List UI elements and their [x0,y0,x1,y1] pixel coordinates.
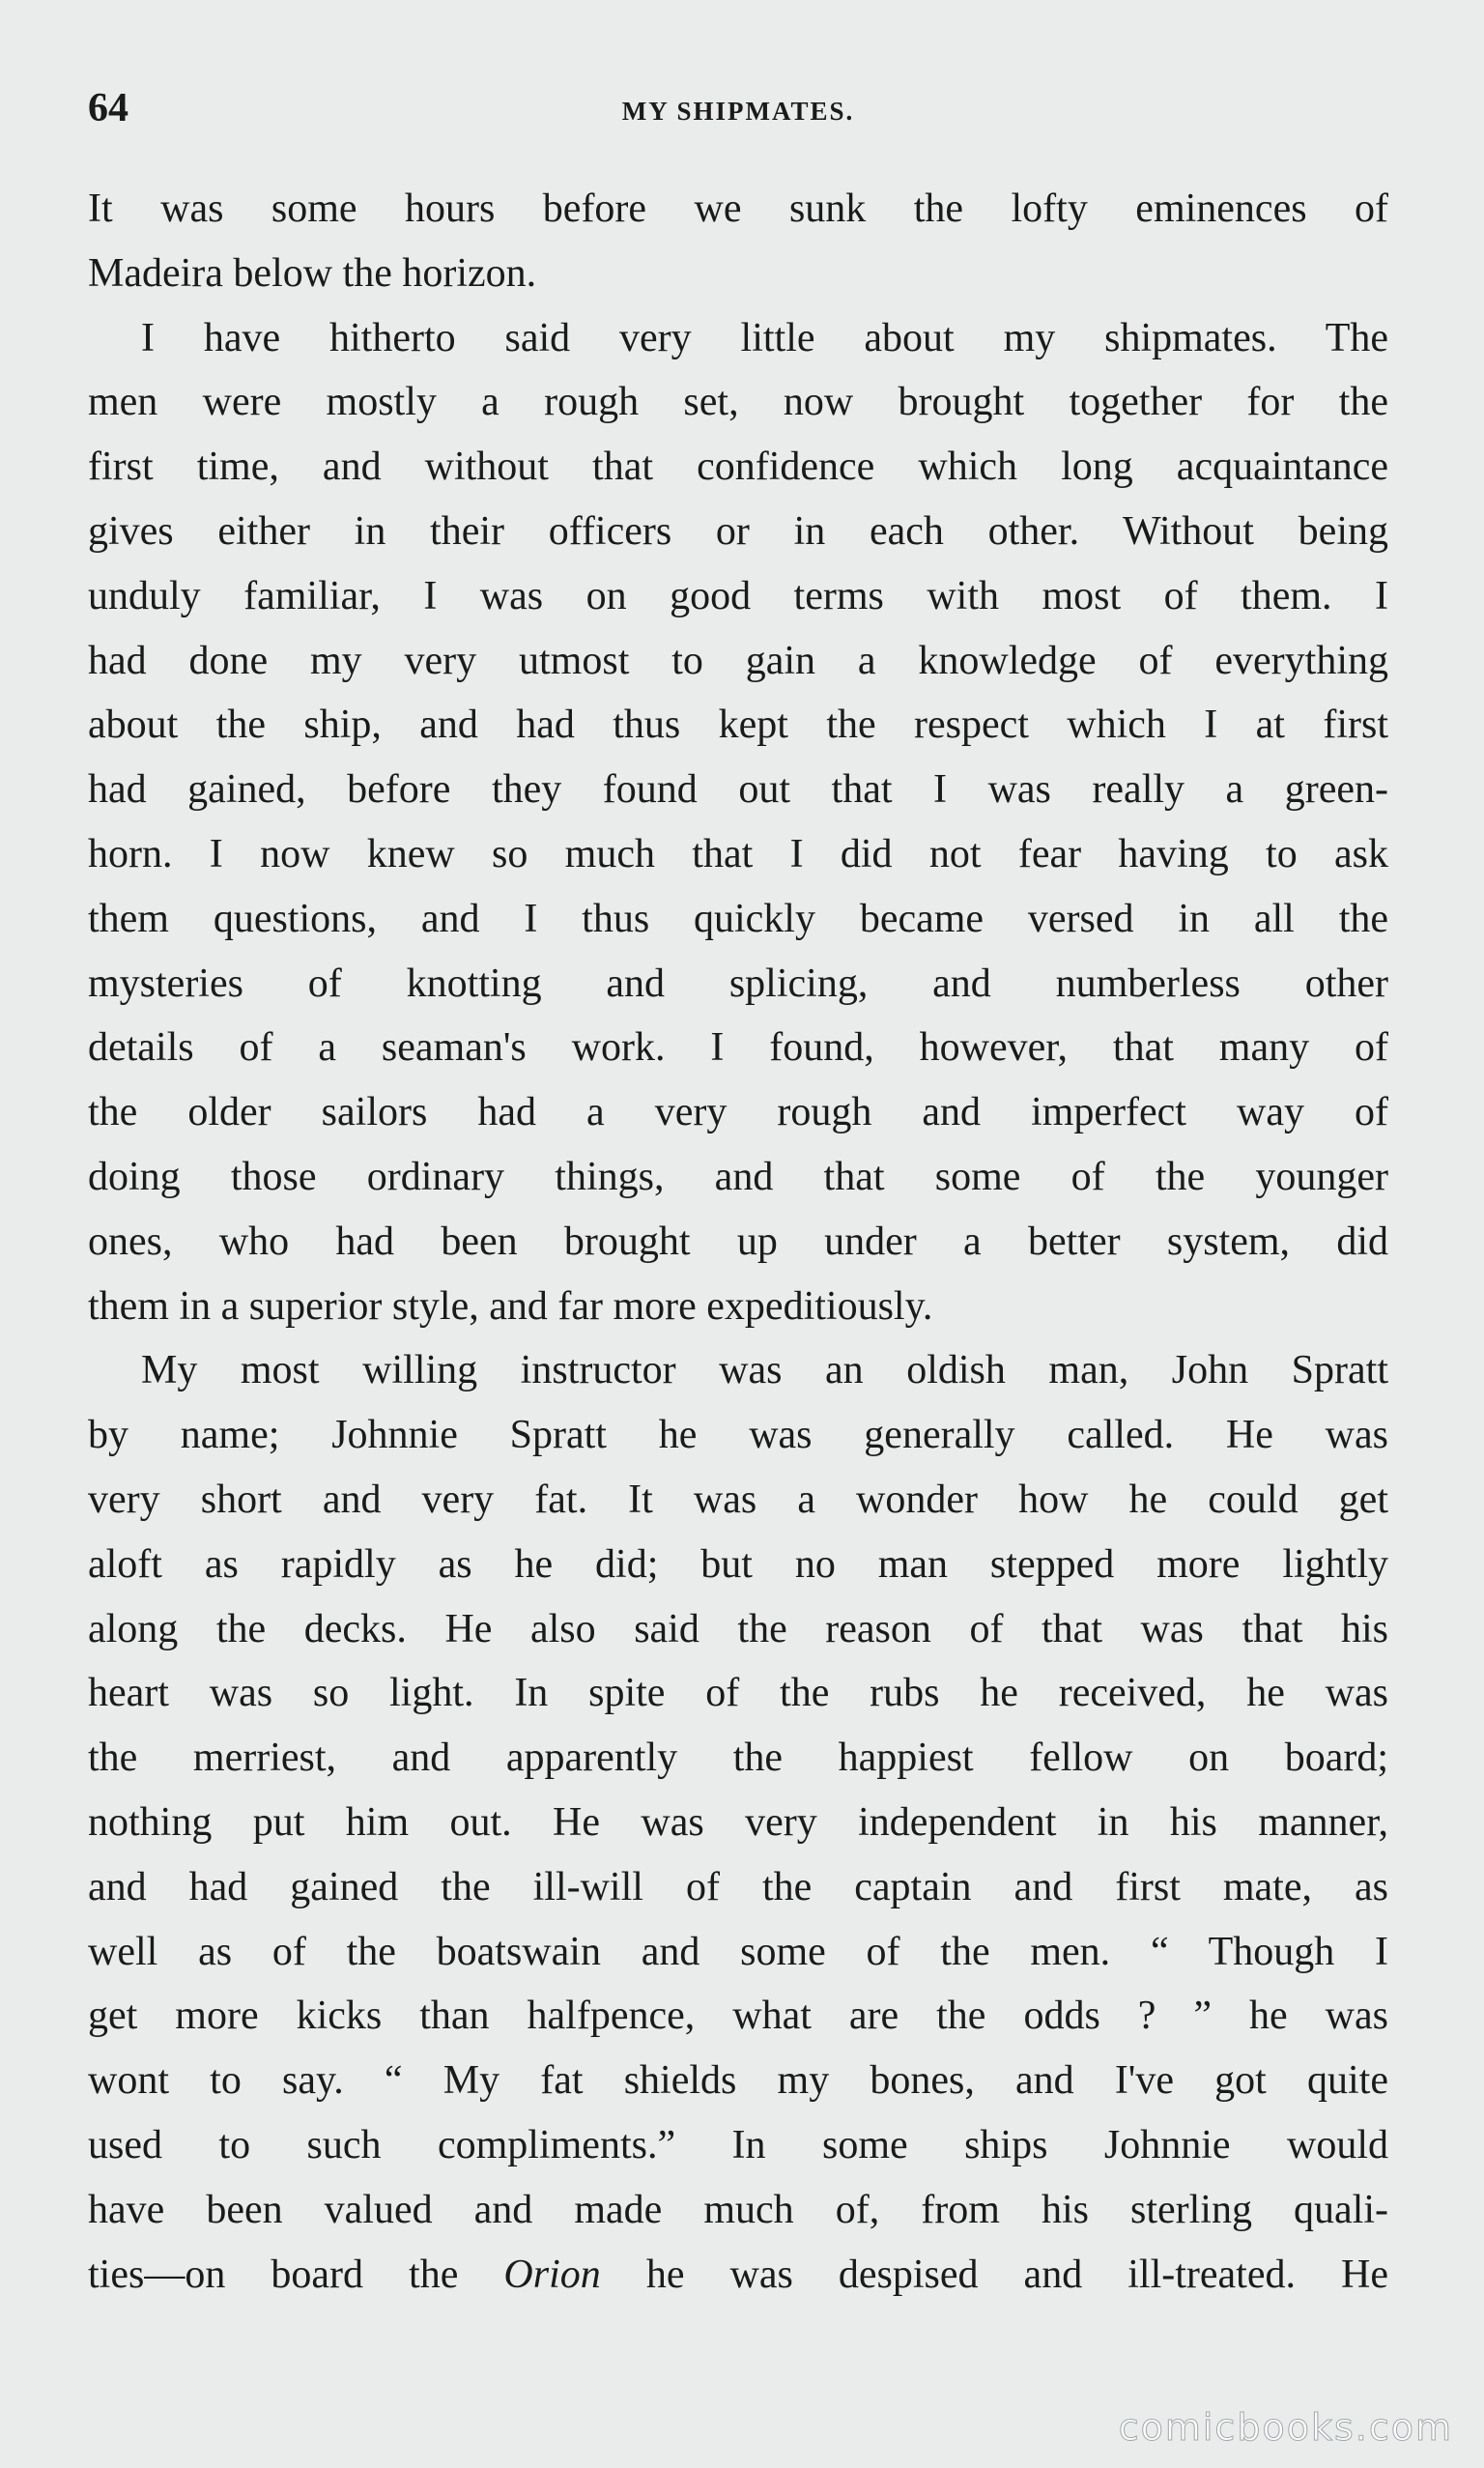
text-line: and had gained the ill-will of the captain and first mate, as [88,1864,1388,1909]
page-number: 64 [88,86,128,130]
text-line: them questions, and I thus quickly became versed in all the [88,896,1388,941]
text-line: ones, who had been brought up under a better system, did [88,1219,1388,1264]
text-line: have been valued and made much of, from his sterling quali- [88,2187,1388,2232]
text-line [88,2243,1388,2308]
text-line: doing those ordinary things, and that some of the younger [88,1154,1388,1199]
text-line: about the ship, and had thus kept the respect which I at first [88,703,1388,748]
text-line: the older sailors had a very rough and imperfect way of [88,1090,1388,1135]
text-line: It was some hours before we sunk the lofty eminences of [88,187,1388,231]
text-line: had done my very utmost to gain a knowledge of everything [88,638,1388,683]
text-line: horn. I now knew so much that I did not fear having to ask [88,831,1388,876]
text-line: get more kicks than halfpence, what are the odds ? ” he was [88,1994,1388,2039]
text-line: aloft as rapidly as he did; but no man stepped more lightly [88,1541,1388,1587]
text-line: very short and very fat. It was a wonder how he could get [88,1477,1388,1522]
text-line: unduly familiar, I was on good terms with most of them. I [88,573,1388,618]
running-head [88,85,1388,143]
text-fragment: ties—on board the [88,2252,459,2297]
text-line: mysteries of knotting and splicing, and numberless other [88,961,1388,1006]
watermark-logo: comicbooks.com [1118,2406,1453,2449]
text-line: My most willing instructor was an oldish man, John Spratt [141,1348,1388,1393]
ship-name: Orion [503,2252,601,2297]
running-title: MY SHIPMATES. [621,97,855,126]
text-line: wont to say. “ My fat shields my bones, and I've got quite [88,2058,1388,2104]
text-line: nothing put him out. He was very independent in his manner, [88,1799,1388,1845]
text-line: well as of the boatswain and some of the men. “ Though I [88,1929,1388,1974]
body-text [88,177,1388,2307]
text-line: had gained, before they found out that I was really a green- [88,767,1388,813]
text-line: first time, and without that confidence which long acquaintance [88,445,1388,490]
text-line: used to such compliments.” In some ships Johnnie would [88,2122,1388,2167]
text-line: men were mostly a rough set, now brought together for the [88,380,1388,425]
text-line: the merriest, and apparently the happiest fellow on board; [88,1736,1388,1781]
text-line: by name; Johnnie Spratt he was generally called. He was [88,1413,1388,1458]
text-fragment: he was despised and ill-treated. He [645,2252,1388,2297]
text-line: along the decks. He also said the reason of that was that his [88,1606,1388,1651]
text-line: Madeira below the horizon. [88,250,537,296]
text-line: I have hitherto said very little about my shipmates. The [141,315,1388,360]
text-line: gives either in their officers or in each other. Without being [88,508,1388,554]
text-line: them in a superior style, and far more expeditiously. [88,1283,933,1329]
text-line: details of a seaman's work. I found, however, that many of [88,1025,1388,1071]
text-line: heart was so light. In spite of the rubs he received, he was [88,1671,1388,1716]
